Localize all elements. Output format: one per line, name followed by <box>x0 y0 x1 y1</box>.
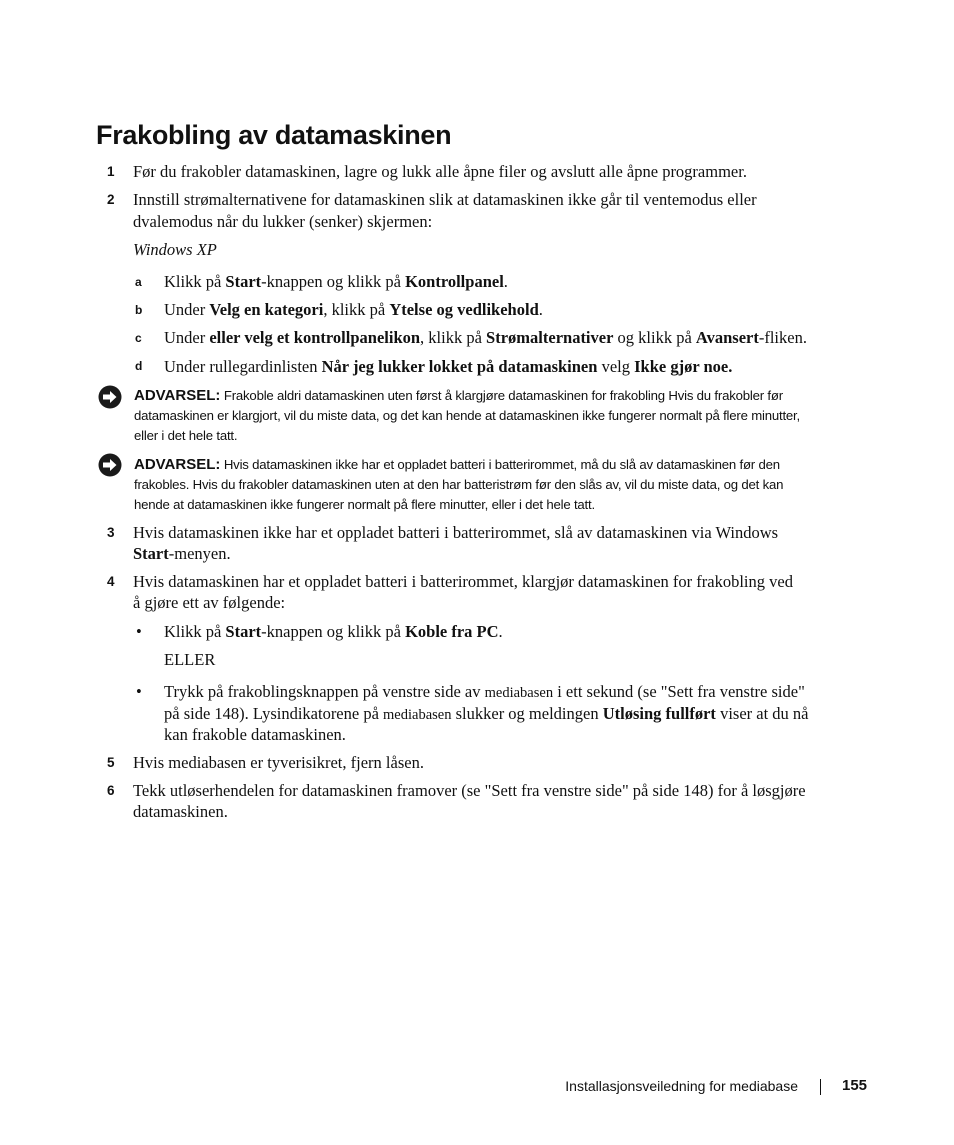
step-text: Hvis datamaskinen ikke har et oppladet batteri i batterirommet, slå av datamaskinen via Windows <box>133 523 779 542</box>
warning-text: datamaskinen er klargjort, vil du miste data, og det kan hende at datamaskinen ikke fungerer normalt på flere minutter, <box>134 408 800 423</box>
step-text: datamaskinen. <box>133 802 228 821</box>
substep-letter: b <box>135 303 143 317</box>
bullet-mark: • <box>136 682 142 701</box>
ui-term: Velg en kategori <box>209 300 324 319</box>
step-number: 2 <box>107 192 115 207</box>
bullet-mark: • <box>136 622 142 641</box>
ui-term: eller velg et kontrollpanelikon <box>209 328 421 347</box>
step-text: Start-menyen. <box>133 544 231 563</box>
step-number: 3 <box>107 525 115 540</box>
substep-letter: a <box>135 275 142 289</box>
warning-label: ADVARSEL: <box>134 387 221 404</box>
ui-term: Start <box>225 272 262 291</box>
substep-text: Klikk på Start-knappen og klikk på Kontrollpanel. <box>164 272 508 291</box>
footer-title: Installasjonsveiledning for mediabase <box>565 1078 798 1094</box>
step-text: Hvis mediabasen er tyverisikret, fjern låsen. <box>133 753 424 772</box>
ui-term: Avansert <box>695 328 759 347</box>
or-text: ELLER <box>164 650 216 669</box>
ui-term: Ytelse og vedlikehold <box>389 300 539 319</box>
page-title: Frakobling av datamaskinen <box>96 120 452 150</box>
step-number: 6 <box>107 783 115 798</box>
footer-separator <box>820 1079 821 1095</box>
warning-arrow-icon <box>98 453 122 477</box>
substep-text: Under rullegardinlisten Når jeg lukker lokket på datamaskinen velg Ikke gjør noe. <box>164 357 733 376</box>
warning-text: hende at datamaskinen ikke fungerer normalt på flere minutter, eller i det hele tatt. <box>134 497 595 512</box>
substep-letter: c <box>135 331 142 345</box>
ui-term: Kontrollpanel <box>405 272 504 291</box>
bullet-text: på side 148). Lysindikatorene på mediabasen slukker og meldingen Utløsing fullført viser at du nå <box>164 704 809 723</box>
substep-text: Under Velg en kategori, klikk på Ytelse og vedlikehold. <box>164 300 543 319</box>
substep-letter: d <box>135 359 143 373</box>
os-label: Windows XP <box>133 240 217 259</box>
step-text: dvalemodus når du lukker (senker) skjermen: <box>133 212 433 231</box>
bullet-text: kan frakoble datamaskinen. <box>164 725 346 744</box>
ui-term: Ikke gjør noe. <box>634 357 733 376</box>
bullet-text: Klikk på Start-knappen og klikk på Koble fra PC. <box>164 622 503 641</box>
warning-text: frakobles. Hvis du frakobler datamaskinen uten at den har batteristrøm før den slås av, vil du miste data, og det kan <box>134 477 784 492</box>
ui-term: Strømalternativer <box>486 328 614 347</box>
step-text: å gjøre ett av følgende: <box>133 593 286 612</box>
step-number: 1 <box>107 164 115 179</box>
bullet-text: Trykk på frakoblingsknappen på venstre side av mediabasen i ett sekund (se "Sett fra venstre side" <box>164 682 805 701</box>
ui-term: Når jeg lukker lokket på datamaskinen <box>321 357 598 376</box>
warning-label: ADVARSEL: <box>134 456 221 473</box>
ui-term: Koble fra PC <box>405 622 499 641</box>
substep-text: Under eller velg et kontrollpanelikon, klikk på Strømalternativer og klikk på Avansert-fliken. <box>164 328 807 347</box>
step-text: Før du frakobler datamaskinen, lagre og lukk alle åpne filer og avslutt alle åpne programmer. <box>133 162 747 181</box>
step-number: 5 <box>107 755 115 770</box>
warning-text: ADVARSEL: Hvis datamaskinen ikke har et oppladet batteri i batterirommet, må du slå av datamaskinen før den <box>134 456 780 473</box>
warning-text: ADVARSEL: Frakoble aldri datamaskinen uten først å klargjøre datamaskinen for frakobling Hvis du frakobler før <box>134 387 783 404</box>
warning-arrow-icon <box>98 385 122 409</box>
ui-term: Utløsing fullført <box>602 704 716 723</box>
step-number: 4 <box>107 574 115 589</box>
step-text: Tekk utløserhendelen for datamaskinen framover (se "Sett fra venstre side" på side 148) for å løsgjøre <box>133 781 806 800</box>
ui-term: Start <box>225 622 262 641</box>
ui-term: Start <box>133 544 169 563</box>
step-text: Innstill strømalternativene for datamaskinen slik at datamaskinen ikke går til ventemodus eller <box>133 190 757 209</box>
page-number: 155 <box>842 1077 868 1094</box>
step-text: Hvis datamaskinen har et oppladet batteri i batterirommet, klargjør datamaskinen for frakobling ved <box>133 572 793 591</box>
warning-text: eller i det hele tatt. <box>134 428 238 443</box>
